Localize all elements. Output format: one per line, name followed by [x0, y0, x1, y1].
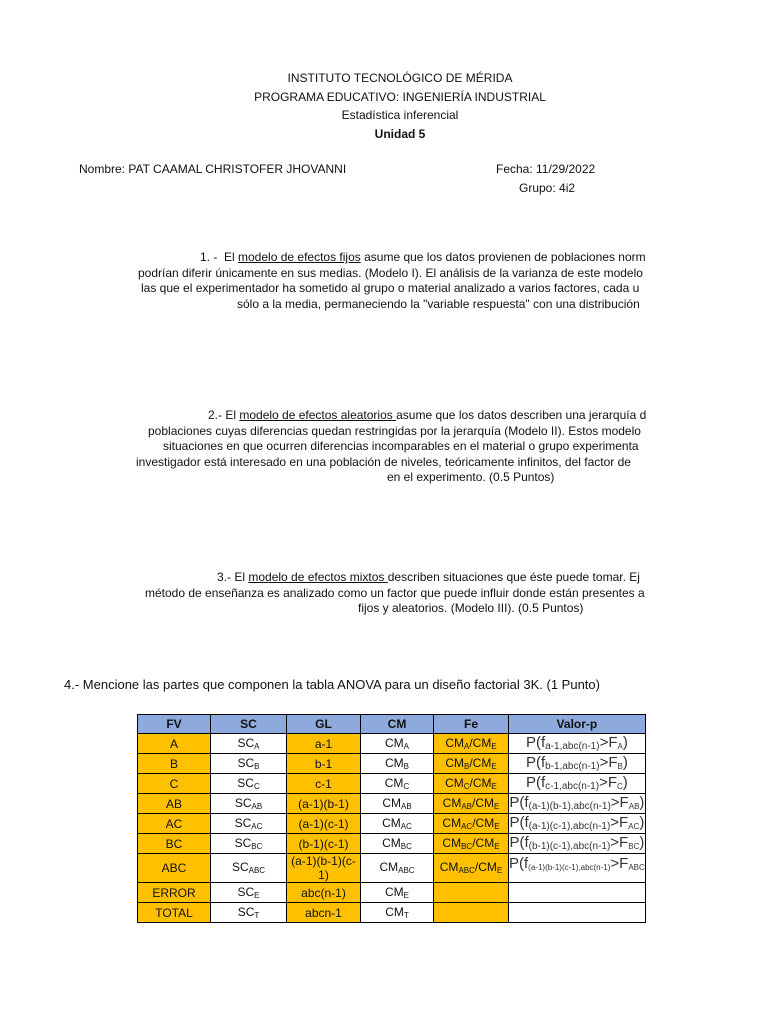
cell-sc: $SC_T$ [211, 903, 287, 923]
cell-valor-p [509, 903, 646, 923]
cell-valor-p: $P(f_{a-1,abc(n-1)}>F_A)$ [509, 734, 646, 754]
group-field: Grupo: 4i2 [519, 181, 576, 195]
q1-prefix: 1. - El [200, 250, 239, 264]
cell-fv: B [138, 754, 211, 774]
cell-valor-p: $P(f_{(b-1)(c-1),abc(n-1)}>F_{BC})$ [509, 833, 645, 852]
table-row-error [138, 883, 646, 903]
cell-gl: (b-1)(c-1) [287, 834, 361, 854]
header-gl: GL [287, 715, 361, 734]
cell-cm: $CM_E$ [361, 883, 434, 903]
cell-gl: c-1 [287, 774, 361, 794]
cell-fv: ABC [138, 854, 211, 883]
cell-sc: $SC_C$ [211, 774, 287, 794]
cell-gl: (a-1)(b-1) [287, 794, 361, 814]
student-name: Nombre: PAT CAAMAL CHRISTOFER JHOVANNI [79, 162, 347, 176]
q2-term: modelo de efectos aleatorios [239, 408, 397, 422]
cell-gl: abcn-1 [287, 903, 361, 923]
cell-valor-p: $P(f_{(a-1)(b-1)(c-1),abc(n-1)}>F_{ABC}$ [509, 854, 646, 883]
cell-fe: $CM_{ABC}/CM_E$ [434, 854, 509, 883]
cell-sc: $SC_E$ [211, 883, 287, 903]
table-row [138, 774, 646, 794]
q2-line3: situaciones en que ocurren diferencias incomparables en el material o grupo experimenta [163, 439, 639, 453]
cell-sc: $SC_{ABC}$ [211, 854, 287, 883]
anova-table [137, 714, 646, 923]
q2-line1: asume que los datos describen una jerarquía d [396, 408, 647, 422]
question-2 [0, 408, 663, 486]
cell-fv: C [138, 774, 211, 794]
cell-fv: BC [138, 834, 211, 854]
cell-valor-p: $P(f_{(a-1)(c-1),abc(n-1)}>F_{AC})$ [509, 813, 645, 832]
table-header-row [138, 715, 646, 734]
cell-valor-p: $P(f_{(a-1)(b-1),abc(n-1)}>F_{AB})$ [509, 793, 645, 812]
cell-sc: $SC_{AC}$ [211, 814, 287, 834]
table-row [138, 734, 646, 754]
cell-cm: $CM_{BC}$ [361, 834, 434, 854]
cell-gl: a-1 [287, 734, 361, 754]
cell-cm: $CM_C$ [361, 774, 434, 794]
q3-term: modelo de efectos mixtos [248, 570, 388, 584]
q1-line1: asume que los datos provienen de poblaciones norm [360, 250, 646, 264]
cell-cm: $CM_{AB}$ [361, 794, 434, 814]
q1-line3: las que el experimentador ha sometido al grupo o material analizado a varios factores, cada u [141, 281, 640, 295]
cell-sc: $SC_{AB}$ [211, 794, 287, 814]
cell-fe [434, 903, 509, 923]
cell-valor-p: $P(f_{c-1,abc(n-1)}>F_C)$ [509, 774, 646, 794]
question-1 [0, 250, 663, 312]
header-cm: CM [361, 715, 434, 734]
cell-fe: $CM_A/CM_E$ [434, 734, 509, 754]
q2-line2: poblaciones cuyas diferencias quedan restringidas por la jerarquía (Modelo II). Estos modelo [148, 423, 641, 438]
cell-gl: (a-1)(b-1)(c-1) [287, 854, 361, 883]
cell-fe: $CM_{AB}/CM_E$ [434, 794, 509, 814]
question-3 [0, 570, 663, 617]
cell-cm: $CM_A$ [361, 734, 434, 754]
cell-fv: ERROR [138, 883, 211, 903]
cell-fe: $CM_B/CM_E$ [434, 754, 509, 774]
q3-prefix: 3.- El [217, 570, 249, 584]
table-row [138, 834, 646, 854]
q1-line2: podrían diferir únicamente en sus medias. (Modelo I). El análisis de la varianza de este modelo [138, 265, 643, 280]
course-title: Estadística inferencial [341, 108, 459, 122]
cell-valor-p [509, 883, 646, 903]
cell-gl: abc(n-1) [287, 883, 361, 903]
table-row [138, 794, 646, 814]
cell-sc: $SC_B$ [211, 754, 287, 774]
cell-fv: AC [138, 814, 211, 834]
program-title: PROGRAMA EDUCATIVO: INGENIERÍA INDUSTRIAL [254, 90, 546, 104]
cell-cm: $CM_B$ [361, 754, 434, 774]
q3-line3: fijos y aleatorios. (Modelo III). (0.5 Puntos) [358, 601, 584, 615]
cell-cm: $CM_{AC}$ [361, 814, 434, 834]
cell-cm: $CM_T$ [361, 903, 434, 923]
q2-prefix: 2.- El [208, 408, 240, 422]
cell-sc: $SC_A$ [211, 734, 287, 754]
table-row-total [138, 903, 646, 923]
q1-term: modelo de efectos fijos [238, 250, 361, 264]
q2-line5: en el experimento. (0.5 Puntos) [387, 470, 555, 484]
cell-fe: $CM_{BC}/CM_E$ [434, 834, 509, 854]
unit-title: Unidad 5 [374, 127, 426, 141]
cell-sc: $SC_{BC}$ [211, 834, 287, 854]
header-valor-p: Valor-p [509, 715, 646, 734]
institution-title: INSTITUTO TECNOLÓGICO DE MÉRIDA [287, 71, 513, 85]
cell-fv: A [138, 734, 211, 754]
q3-line2: método de enseñanza es analizado como un factor que puede influir donde están presentes a [145, 585, 645, 600]
table-row [138, 814, 646, 834]
header-fe: Fe [434, 715, 509, 734]
header-sc: SC [211, 715, 287, 734]
cell-fe: $CM_{AC}/CM_E$ [434, 814, 509, 834]
cell-fe: $CM_C/CM_E$ [434, 774, 509, 794]
cell-gl: (a-1)(c-1) [287, 814, 361, 834]
cell-valor-p: $P(f_{b-1,abc(n-1)}>F_B)$ [509, 754, 646, 774]
cell-fe [434, 883, 509, 903]
cell-fv: AB [138, 794, 211, 814]
table-row [138, 754, 646, 774]
q2-line4: investigador está interesado en una población de niveles, teóricamente infinitos, del factor de [136, 454, 631, 469]
cell-cm: $CM_{ABC}$ [361, 854, 434, 883]
q1-line4: sólo a la media, permaneciendo la "variable respuesta" con una distribución [237, 296, 640, 311]
cell-fv: TOTAL [138, 903, 211, 923]
question-4: 4.- Mencione las partes que componen la tabla ANOVA para un diseño factorial 3K. (1 Punto) [64, 677, 600, 692]
date-field: Fecha: 11/29/2022 [496, 162, 596, 176]
header-fv: FV [138, 715, 211, 734]
table-row-abc [138, 854, 646, 883]
cell-gl: b-1 [287, 754, 361, 774]
q3-line1: describen situaciones que éste puede tomar. Ej [387, 570, 640, 584]
